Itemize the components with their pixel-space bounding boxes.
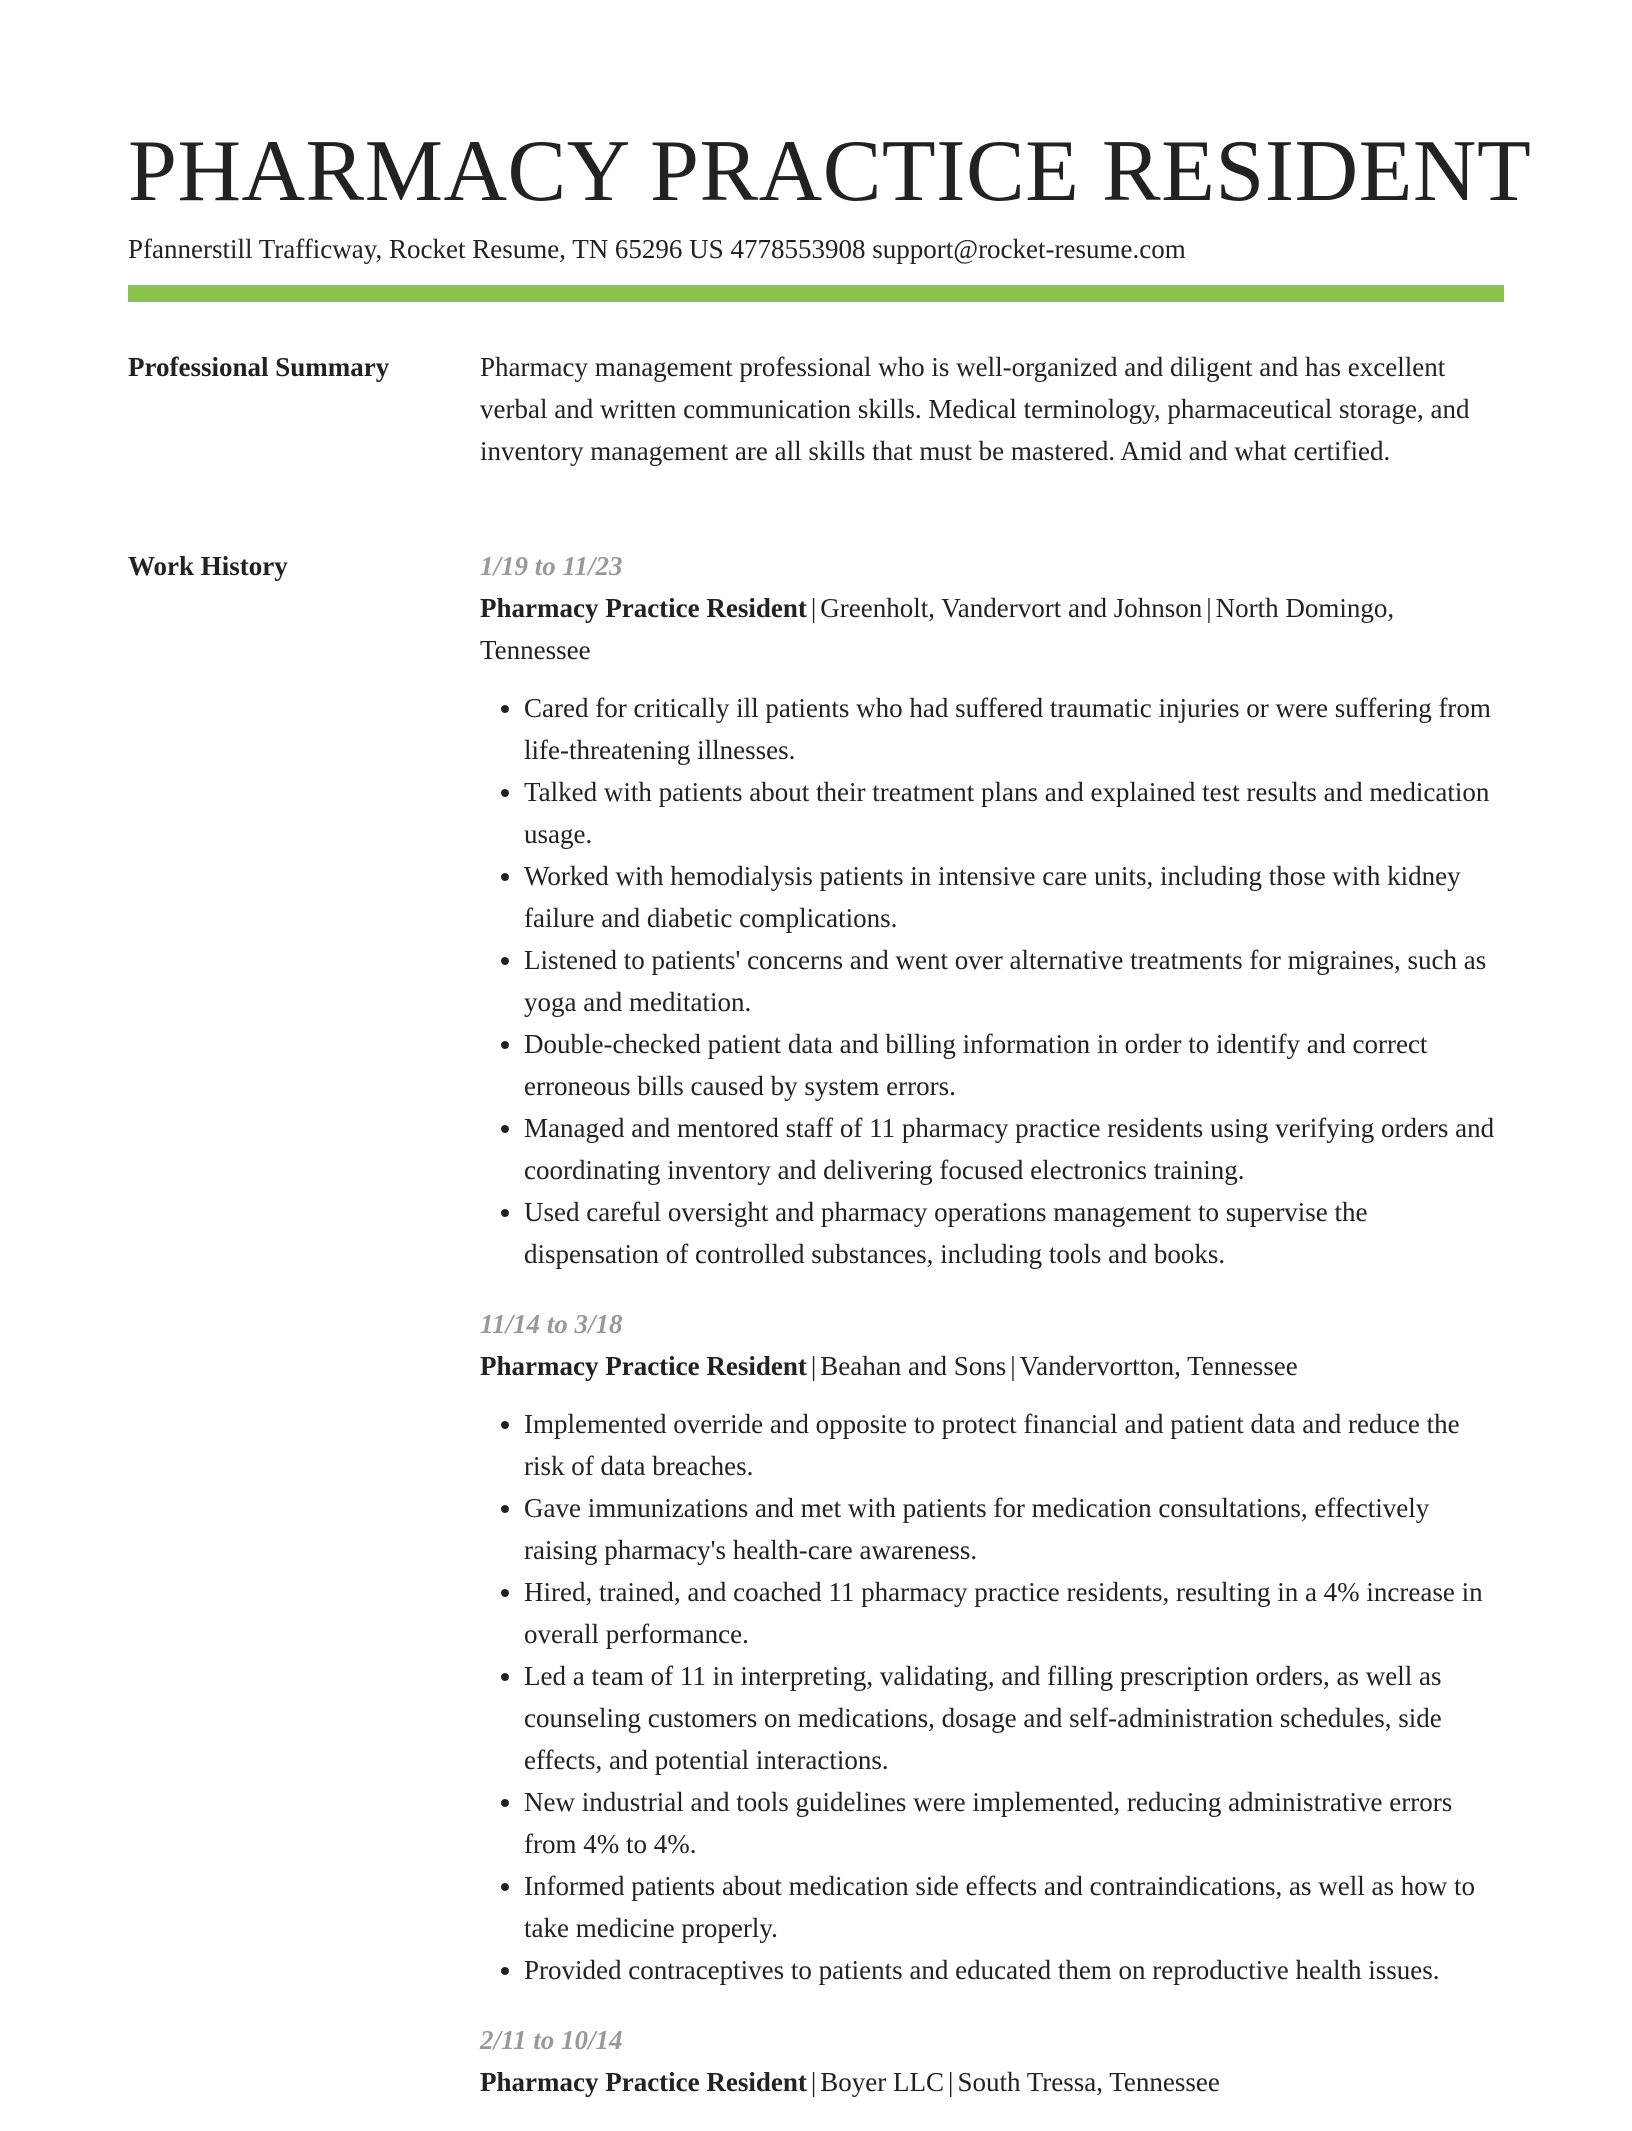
- job-bullet: • Led a team of 11 in interpreting, validating, and filling prescription orders, as well as counseling customers on medications, dosage and self-administration schedules, side effects, and potential interactions.: [524, 1655, 1504, 1781]
- job-bullet: • Used careful oversight and pharmacy operations management to supervise the dispensation of controlled substances, including tools and books.: [524, 1191, 1504, 1275]
- job-entry: [480, 1303, 1504, 1991]
- job-dates: 2/11 to 10/14: [480, 2025, 623, 2055]
- job-bullet: • Gave immunizations and met with patients for medication consultations, effectively raising pharmacy's health-care awareness.: [524, 1487, 1504, 1571]
- job-bullet: • Informed patients about medication side effects and contraindications, as well as how to take medicine properly.: [524, 1865, 1504, 1949]
- contact-info: Pfannerstill Trafficway, Rocket Resume, TN 65296 US 4778553908 support@rocket-resume.com: [128, 234, 1186, 264]
- job-entry: [480, 545, 1504, 1275]
- job-title: Pharmacy Practice Resident: [480, 593, 807, 623]
- separator: |: [810, 2067, 817, 2097]
- job-company: Boyer LLC: [820, 2067, 945, 2097]
- summary-text: Pharmacy management professional who is well-organized and diligent and has excellent verbal and written communication skills. Medical terminology, pharmaceutical storage, and inventory management are all skills that must be mastered. Amid and what certified.: [480, 352, 1470, 466]
- job-entry: [480, 2019, 1504, 2103]
- job-bullet: • New industrial and tools guidelines were implemented, reducing administrative errors from 4% to 4%.: [524, 1781, 1504, 1865]
- job-title: Pharmacy Practice Resident: [480, 2067, 807, 2097]
- job-bullet: • Managed and mentored staff of 11 pharmacy practice residents using verifying orders and coordinating inventory and delivering focused electronics training.: [524, 1107, 1504, 1191]
- job-bullet: • Cared for critically ill patients who had suffered traumatic injuries or were suffering from life-threatening illnesses.: [524, 687, 1504, 771]
- job-dates: 1/19 to 11/23: [480, 551, 623, 581]
- job-bullet: • Talked with patients about their treatment plans and explained test results and medication usage.: [524, 771, 1504, 855]
- job-bullet: • Worked with hemodialysis patients in intensive care units, including those with kidney failure and diabetic complications.: [524, 855, 1504, 939]
- job-location: Vandervortton, Tennessee: [1019, 1351, 1298, 1381]
- work-history-body: [480, 545, 1504, 2131]
- separator: |: [948, 2067, 954, 2097]
- separator: |: [1206, 593, 1212, 623]
- separator: |: [1010, 1351, 1016, 1381]
- header-divider: [128, 285, 1504, 302]
- job-company: Greenholt, Vandervort and Johnson: [820, 593, 1203, 623]
- job-bullet-list: [480, 687, 1504, 1275]
- separator: |: [810, 1351, 817, 1381]
- resume-name-heading: PHARMACY PRACTICE RESIDENT: [128, 123, 1532, 220]
- job-bullet: • Listened to patients' concerns and went over alternative treatments for migraines, such as yoga and meditation.: [524, 939, 1504, 1023]
- job-title: Pharmacy Practice Resident: [480, 1351, 807, 1381]
- job-heading-line: [480, 1345, 1504, 1387]
- job-location: South Tressa, Tennessee: [957, 2067, 1220, 2097]
- summary-body: [480, 346, 1504, 472]
- job-bullet: • Double-checked patient data and billing information in order to identify and correct erroneous bills caused by system errors.: [524, 1023, 1504, 1107]
- separator: |: [810, 593, 817, 623]
- job-bullet: • Provided contraceptives to patients and educated them on reproductive health issues.: [524, 1949, 1504, 1991]
- job-location: North Domingo, Tennessee: [480, 593, 1395, 665]
- job-heading-line: [480, 587, 1504, 671]
- job-company: Beahan and Sons: [820, 1351, 1007, 1381]
- job-dates: 11/14 to 3/18: [480, 1309, 623, 1339]
- job-bullet-list: [480, 1403, 1504, 1991]
- job-heading-line: [480, 2061, 1504, 2103]
- job-bullet: • Implemented override and opposite to protect financial and patient data and reduce the risk of data breaches.: [524, 1403, 1504, 1487]
- work-history-section-title: Work History: [128, 551, 288, 581]
- job-bullet: • Hired, trained, and coached 11 pharmacy practice residents, resulting in a 4% increase in overall performance.: [524, 1571, 1504, 1655]
- summary-section-title: Professional Summary: [128, 352, 390, 382]
